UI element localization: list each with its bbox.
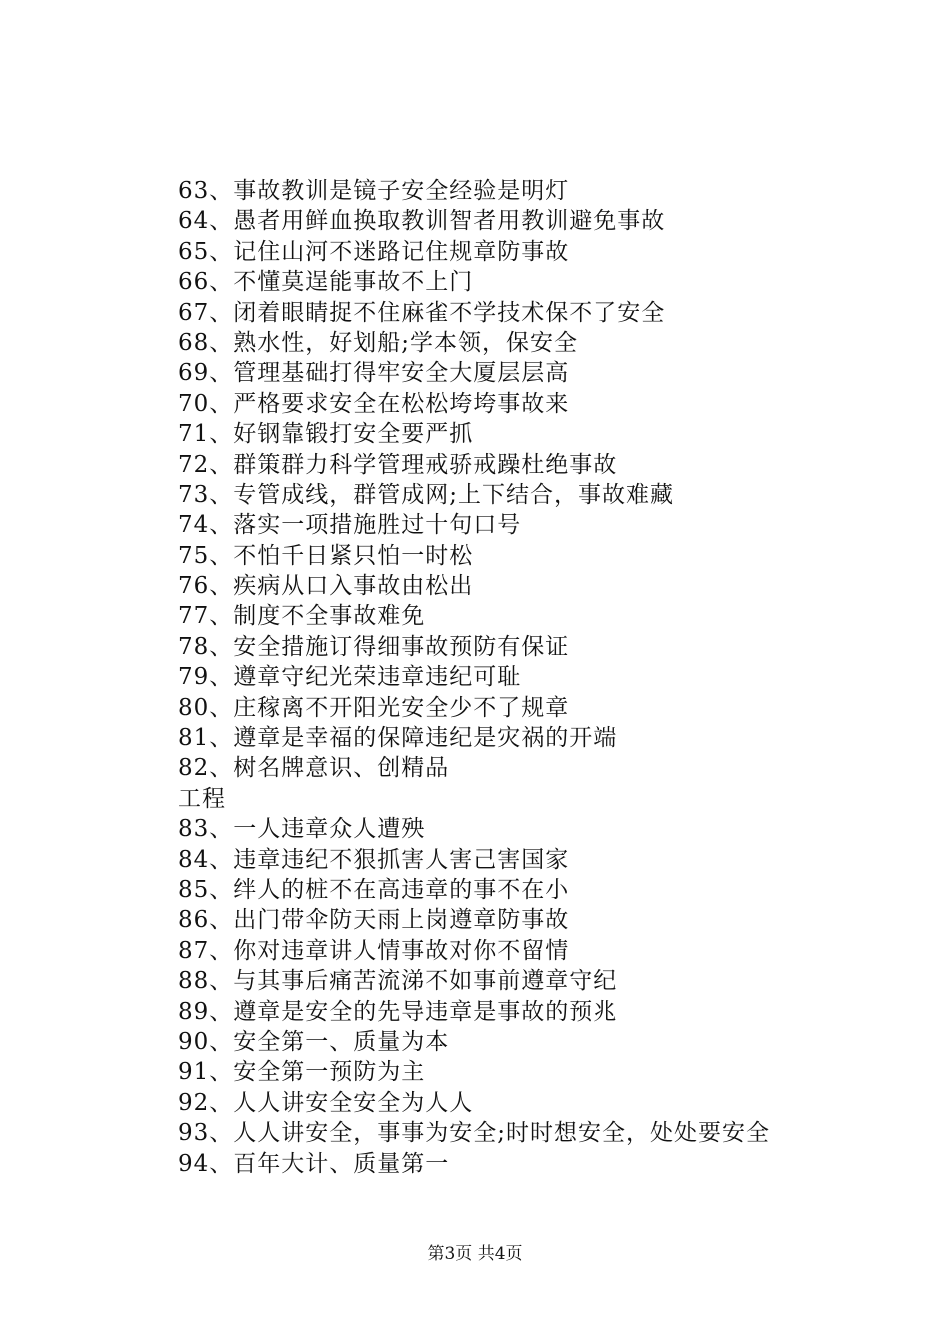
list-item: 74、落实一项措施胜过十句口号 <box>178 512 522 539</box>
list-item: 86、出门带伞防天雨上岗遵章防事故 <box>178 907 570 934</box>
list-item: 88、与其事后痛苦流涕不如事前遵章守纪 <box>178 968 618 995</box>
list-item: 工程 <box>178 785 226 812</box>
list-item: 89、遵章是安全的先导违章是事故的预兆 <box>178 998 618 1025</box>
list-item: 71、好钢靠锻打安全要严抓 <box>178 421 474 448</box>
list-item: 66、不懂莫逞能事故不上门 <box>178 269 474 296</box>
list-item: 73、专管成线，群管成网;上下结合，事故难藏 <box>178 481 675 508</box>
list-item: 68、熟水性，好划船;学本领，保安全 <box>178 329 579 356</box>
list-item: 64、愚者用鲜血换取教训智者用教训避免事故 <box>178 208 666 235</box>
list-item: 85、绊人的桩不在高违章的事不在小 <box>178 876 570 903</box>
list-item: 79、遵章守纪光荣违章违纪可耻 <box>178 664 522 691</box>
list-item: 82、树名牌意识、创精品 <box>178 755 450 782</box>
list-item: 72、群策群力科学管理戒骄戒躁杜绝事故 <box>178 451 618 478</box>
list-item: 70、严格要求安全在松松垮垮事故来 <box>178 390 570 417</box>
list-item: 81、遵章是幸福的保障违纪是灾祸的开端 <box>178 725 618 752</box>
list-item: 93、人人讲安全，事事为安全;时时想安全，处处要安全 <box>178 1120 771 1147</box>
list-item: 83、一人违章众人遭殃 <box>178 816 426 843</box>
list-item: 76、疾病从口入事故由松出 <box>178 573 474 600</box>
list-item: 80、庄稼离不开阳光安全少不了规章 <box>178 694 570 721</box>
slogan-list <box>178 176 878 1179</box>
list-item: 77、制度不全事故难免 <box>178 603 426 630</box>
list-item: 63、事故教训是镜子安全经验是明灯 <box>178 178 570 204</box>
list-item: 91、安全第一预防为主 <box>178 1059 426 1086</box>
list-item: 90、安全第一、质量为本 <box>178 1028 450 1055</box>
list-item: 65、记住山河不迷路记住规章防事故 <box>178 238 570 265</box>
list-item: 94、百年大计、质量第一 <box>178 1150 450 1177</box>
list-item: 84、违章违纪不狠抓害人害己害国家 <box>178 846 570 873</box>
list-item: 67、闭着眼睛捉不住麻雀不学技术保不了安全 <box>178 299 666 326</box>
list-item: 78、安全措施订得细事故预防有保证 <box>178 633 570 660</box>
list-item: 75、不怕千日紧只怕一时松 <box>178 542 474 569</box>
list-item: 69、管理基础打得牢安全大厦层层高 <box>178 360 570 387</box>
page-footer: 第3页 共4页 <box>427 1244 523 1264</box>
list-item: 87、你对违章讲人情事故对你不留情 <box>178 937 570 964</box>
list-item: 92、人人讲安全安全为人人 <box>178 1089 474 1116</box>
